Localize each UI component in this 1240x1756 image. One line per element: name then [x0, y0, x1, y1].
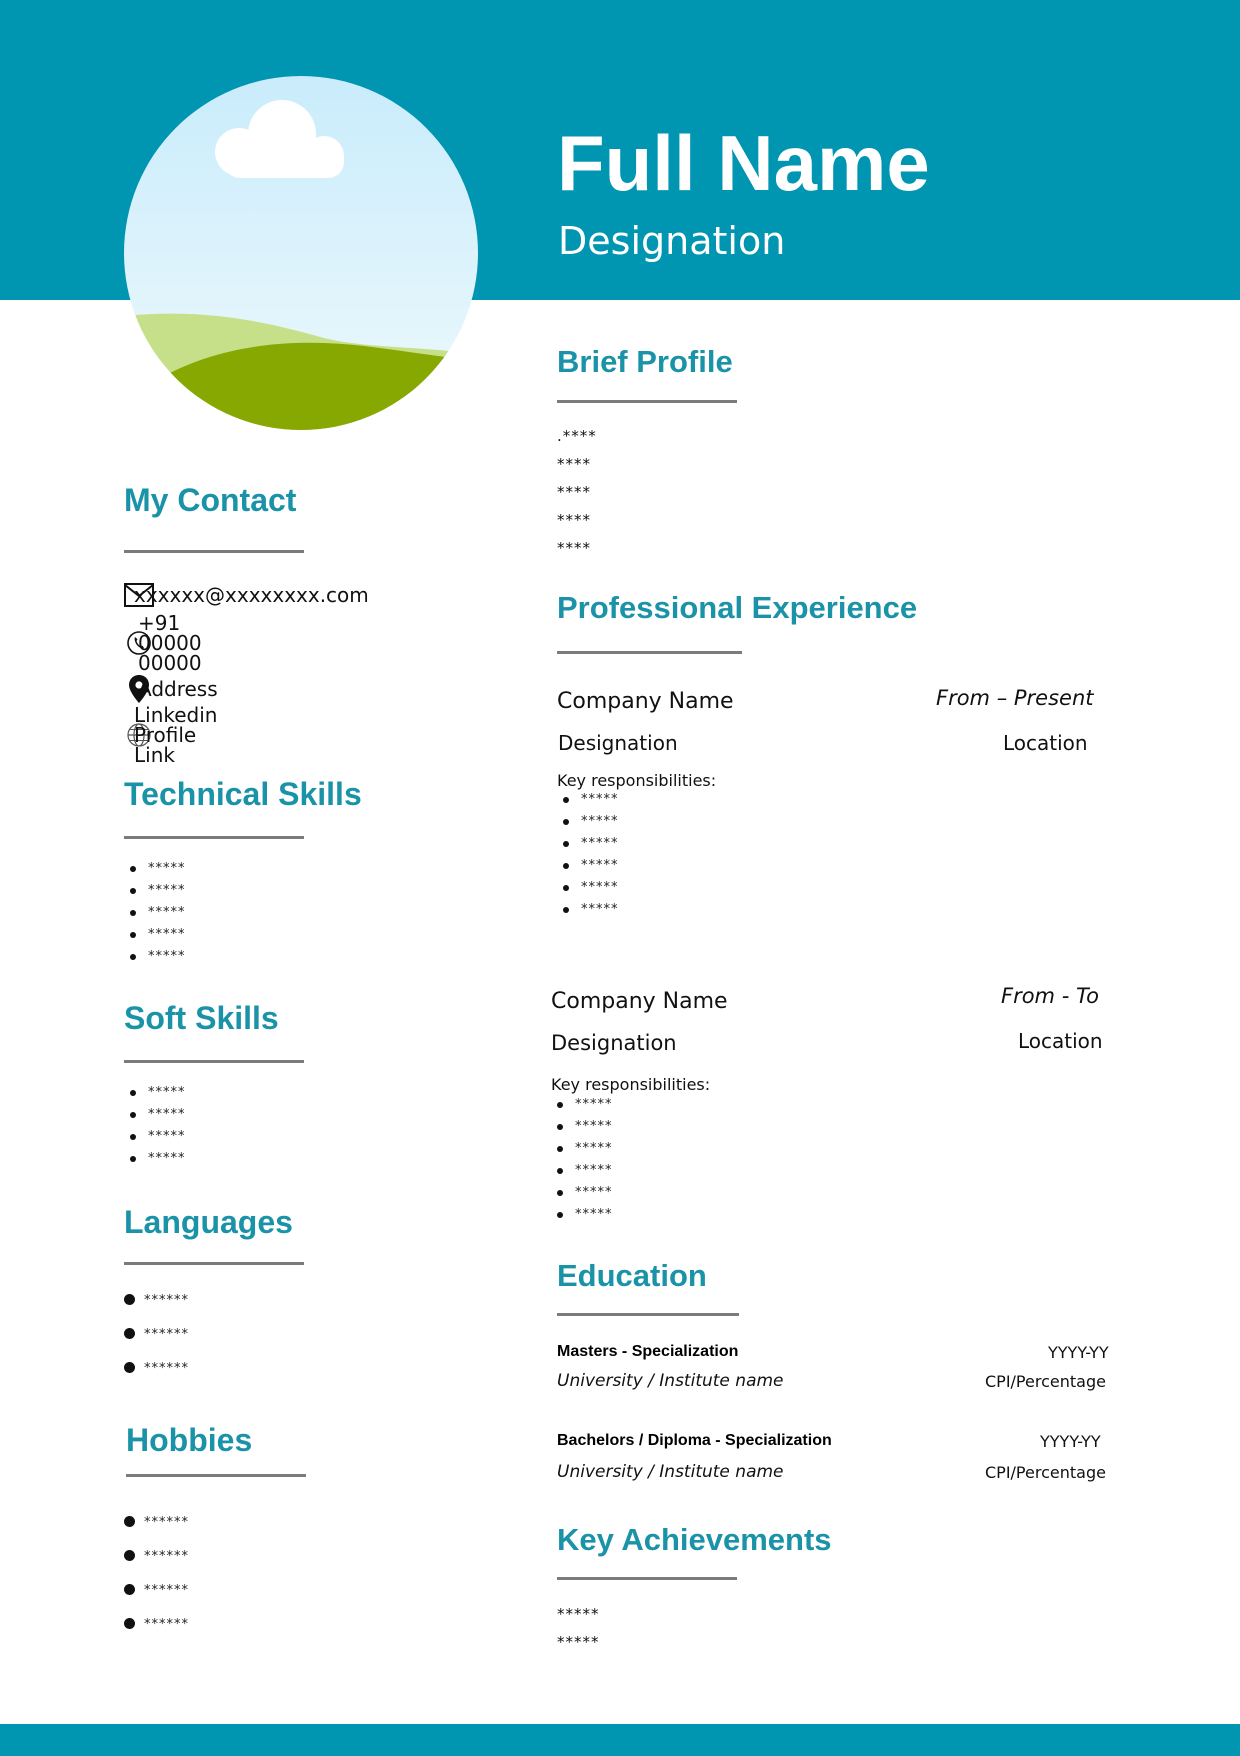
job-location: Location: [1018, 1029, 1103, 1053]
list-item: *****: [557, 899, 619, 921]
landscape-image: [124, 76, 478, 430]
section-divider: [557, 1313, 739, 1316]
job-designation: Designation: [551, 1031, 677, 1055]
section-divider: [124, 1262, 304, 1265]
list-item: ******: [124, 1506, 189, 1540]
technical-skills-heading: Technical Skills: [124, 776, 362, 812]
designation-title: Designation: [558, 219, 786, 263]
brief-profile-lines: [557, 422, 597, 562]
achievement-line: *****: [557, 1605, 600, 1623]
profile-line: ****: [557, 511, 591, 529]
responsibilities-list: [551, 1094, 613, 1226]
education-institute: University / Institute name: [557, 1462, 784, 1482]
list-item: *****: [124, 1104, 186, 1126]
list-item: *****: [551, 1160, 613, 1182]
list-item: ******: [124, 1608, 189, 1642]
address-text: Address: [138, 677, 218, 701]
achievements-lines: [557, 1600, 600, 1656]
education-years: YYYY-YY: [1040, 1432, 1101, 1451]
list-item: ******: [124, 1540, 189, 1574]
brief-profile-heading: Brief Profile: [557, 344, 733, 379]
contact-linkedin: [124, 703, 218, 767]
achievements-heading: Key Achievements: [557, 1522, 832, 1557]
section-divider: [124, 836, 304, 839]
responsibilities-list: [557, 789, 619, 921]
email-link[interactable]: xxxxxx@xxxxxxxx.com: [134, 583, 369, 607]
key-responsibilities-label: Key responsibilities:: [551, 1075, 711, 1094]
list-item: *****: [124, 902, 186, 924]
list-item: *****: [124, 1126, 186, 1148]
list-item: *****: [551, 1204, 613, 1226]
list-item: ******: [124, 1352, 189, 1386]
list-item: *****: [124, 880, 186, 902]
key-responsibilities-label: Key responsibilities:: [557, 771, 717, 790]
list-item: *****: [124, 858, 186, 880]
section-divider: [124, 1060, 304, 1063]
education-score: CPI/Percentage: [985, 1463, 1106, 1482]
soft-skills-list: [124, 1082, 186, 1170]
hobbies-list: [124, 1506, 189, 1642]
hobbies-heading: Hobbies: [126, 1422, 253, 1458]
section-divider: [557, 651, 742, 654]
education-score: CPI/Percentage: [985, 1372, 1106, 1391]
full-name: Full Name: [557, 119, 930, 207]
list-item: ******: [124, 1318, 189, 1352]
education-degree: Masters - Specialization: [557, 1343, 739, 1360]
list-item: *****: [557, 833, 619, 855]
job-company: Company Name: [557, 689, 734, 714]
education-institute: University / Institute name: [557, 1371, 784, 1391]
job-designation: Designation: [558, 731, 678, 755]
list-item: *****: [124, 1148, 186, 1170]
contact-phone: [124, 611, 202, 675]
contact-address: [124, 674, 218, 704]
section-divider: [124, 550, 304, 553]
list-item: *****: [557, 855, 619, 877]
list-item: ******: [124, 1574, 189, 1608]
section-divider: [126, 1474, 306, 1477]
profile-photo-placeholder: [124, 76, 478, 430]
achievement-line: *****: [557, 1633, 600, 1651]
list-item: *****: [551, 1182, 613, 1204]
education-years: YYYY-YY: [1048, 1343, 1109, 1362]
profile-line: .****: [557, 427, 597, 445]
languages-list: [124, 1284, 189, 1386]
experience-heading: Professional Experience: [557, 590, 918, 625]
list-item: *****: [124, 1082, 186, 1104]
profile-line: ****: [557, 455, 591, 473]
list-item: *****: [557, 811, 619, 833]
soft-skills-heading: Soft Skills: [124, 1000, 279, 1036]
contact-email: [124, 580, 369, 610]
technical-skills-list: [124, 858, 186, 968]
list-item: ******: [124, 1284, 189, 1318]
linkedin-link[interactable]: Linkedin Profile Link: [134, 703, 218, 767]
job-location: Location: [1003, 731, 1088, 755]
section-divider: [557, 400, 737, 403]
contact-heading: My Contact: [124, 482, 297, 518]
footer-band: [0, 1724, 1240, 1756]
list-item: *****: [551, 1116, 613, 1138]
list-item: *****: [551, 1138, 613, 1160]
education-degree: Bachelors / Diploma - Specialization: [557, 1432, 832, 1449]
list-item: *****: [551, 1094, 613, 1116]
list-item: *****: [557, 877, 619, 899]
list-item: *****: [557, 789, 619, 811]
list-item: *****: [124, 924, 186, 946]
job-dates: From - To: [1001, 984, 1100, 1008]
education-heading: Education: [557, 1258, 707, 1293]
profile-line: ****: [557, 539, 591, 557]
phone-number[interactable]: +91 00000 00000: [138, 611, 202, 675]
job-company: Company Name: [551, 989, 728, 1014]
section-divider: [557, 1577, 737, 1580]
profile-line: ****: [557, 483, 591, 501]
list-item: *****: [124, 946, 186, 968]
languages-heading: Languages: [124, 1204, 293, 1240]
job-dates: From – Present: [936, 686, 1094, 710]
